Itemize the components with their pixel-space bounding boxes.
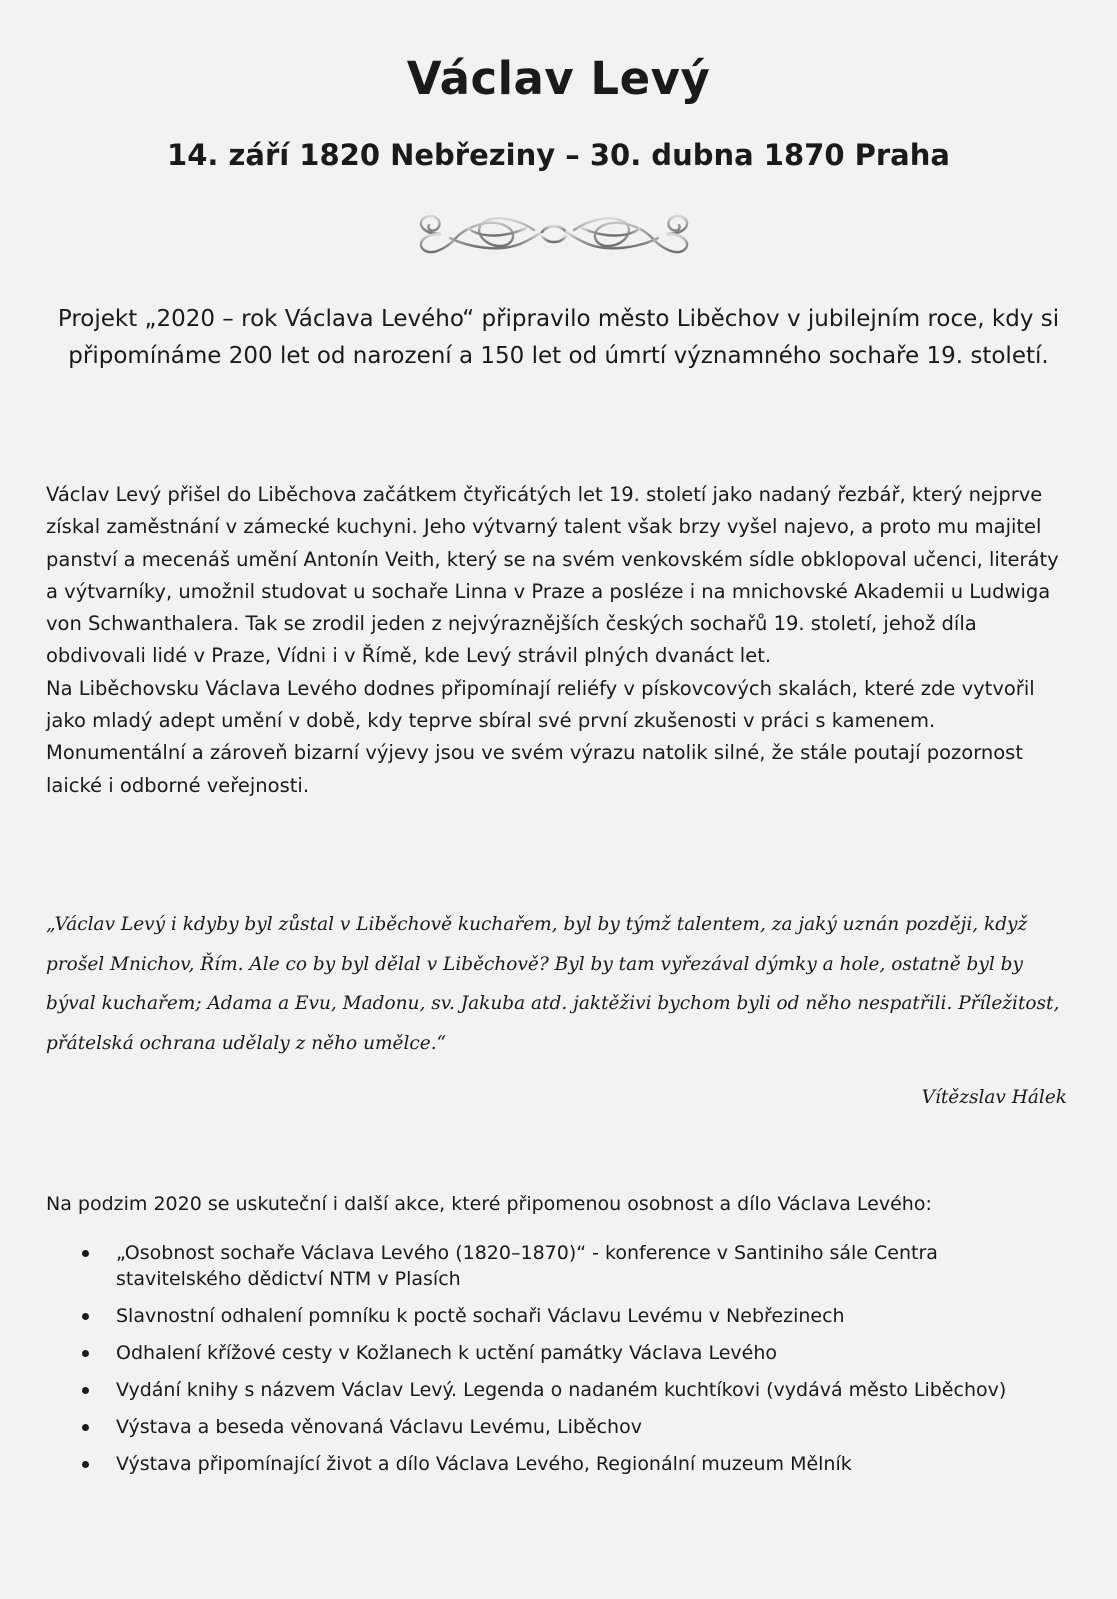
list-item: „Osobnost sochaře Václava Levého (1820–1870)“ - konference v Santiniho sále Centra stavitelského dědictví NTM v Plasích bbox=[46, 1240, 1066, 1292]
quote-author: Vítězslav Hálek bbox=[921, 1087, 1067, 1108]
events-intro: Na podzim 2020 se uskuteční i další akce, které připomenou osobnost a dílo Václava Levého: bbox=[46, 1193, 932, 1215]
list-item: Výstava připomínající život a dílo Václava Levého, Regionální muzeum Mělník bbox=[46, 1451, 1066, 1477]
page-title: Václav Levý bbox=[406, 52, 711, 105]
life-dates-subtitle: 14. září 1820 Nebřeziny – 30. dubna 1870 Praha bbox=[167, 138, 950, 172]
list-item: Slavnostní odhalení pomníku k poctě sochaři Václavu Levému v Nebřezinech bbox=[46, 1303, 1066, 1329]
list-item: Vydání knihy s názvem Václav Levý. Legenda o nadaném kuchtíkovi (vydává město Liběchov) bbox=[46, 1377, 1066, 1403]
list-item: Odhalení křížové cesty v Kožlanech k uctění památky Václava Levého bbox=[46, 1340, 1066, 1366]
biography-section bbox=[46, 479, 1076, 802]
quote-text: „Václav Levý i kdyby byl zůstal v Liběchově kuchařem, byl by týmž talentem, za jaký uznán později, když prošel Mnichov, Řím. Ale co by byl dělal v Liběchově? Byl by tam vyřezával dýmky a hole, ostatně byl by býval kuchařem; Adama a Evu, Madonu, sv. Jakuba atd. jaktěživi bychom byli od něho nespatřili. Příležitost, přátelská ochrana udělaly z něho umělce.“ bbox=[46, 914, 1060, 1054]
flourish-divider-icon bbox=[410, 208, 698, 260]
list-item: Výstava a beseda věnovaná Václavu Levému, Liběchov bbox=[46, 1414, 1066, 1440]
biography-paragraph: Na Liběchovsku Václava Levého dodnes připomínají reliéfy v pískovcových skalách, které zde vytvořil jako mladý adept umění v době, kdy teprve sbíral své první zkušenosti v práci s kamenem. Monumentální a zároveň bizarní výjevy jsou ve svém výrazu natolik silné, že stále poutají pozornost laické i odborné veřejnosti. bbox=[46, 676, 1035, 797]
project-intro: Projekt „2020 – rok Václava Levého“ připravilo město Liběchov v jubilejním roce, kdy si připomínáme 200 let od narození a 150 let od úmrtí významného sochaře 19. století. bbox=[57, 306, 1060, 369]
biography-paragraph: Václav Levý přišel do Liběchova začátkem čtyřicátých let 19. století jako nadaný řezbář, který nejprve získal zaměstnání v zámecké kuchyni. Jeho výtvarný talent však brzy vyšel najevo, a proto mu majitel panství a mecenáš umění Antonín Veith, který se na svém venkovském sídle obklopoval učenci, literáty a výtvarníky, umožnil studovat u sochaře Linna v Praze a posléze i na mnichovské Akademii u Ludwiga von Schwanthalera. Tak se zrodil jeden z nejvýraznějších českých sochařů 19. století, jehož díla obdivovali lidé v Praze, Vídni i v Římě, kde Levý strávil plných dvanáct let. bbox=[46, 483, 1059, 668]
events-list bbox=[46, 1240, 1066, 1488]
